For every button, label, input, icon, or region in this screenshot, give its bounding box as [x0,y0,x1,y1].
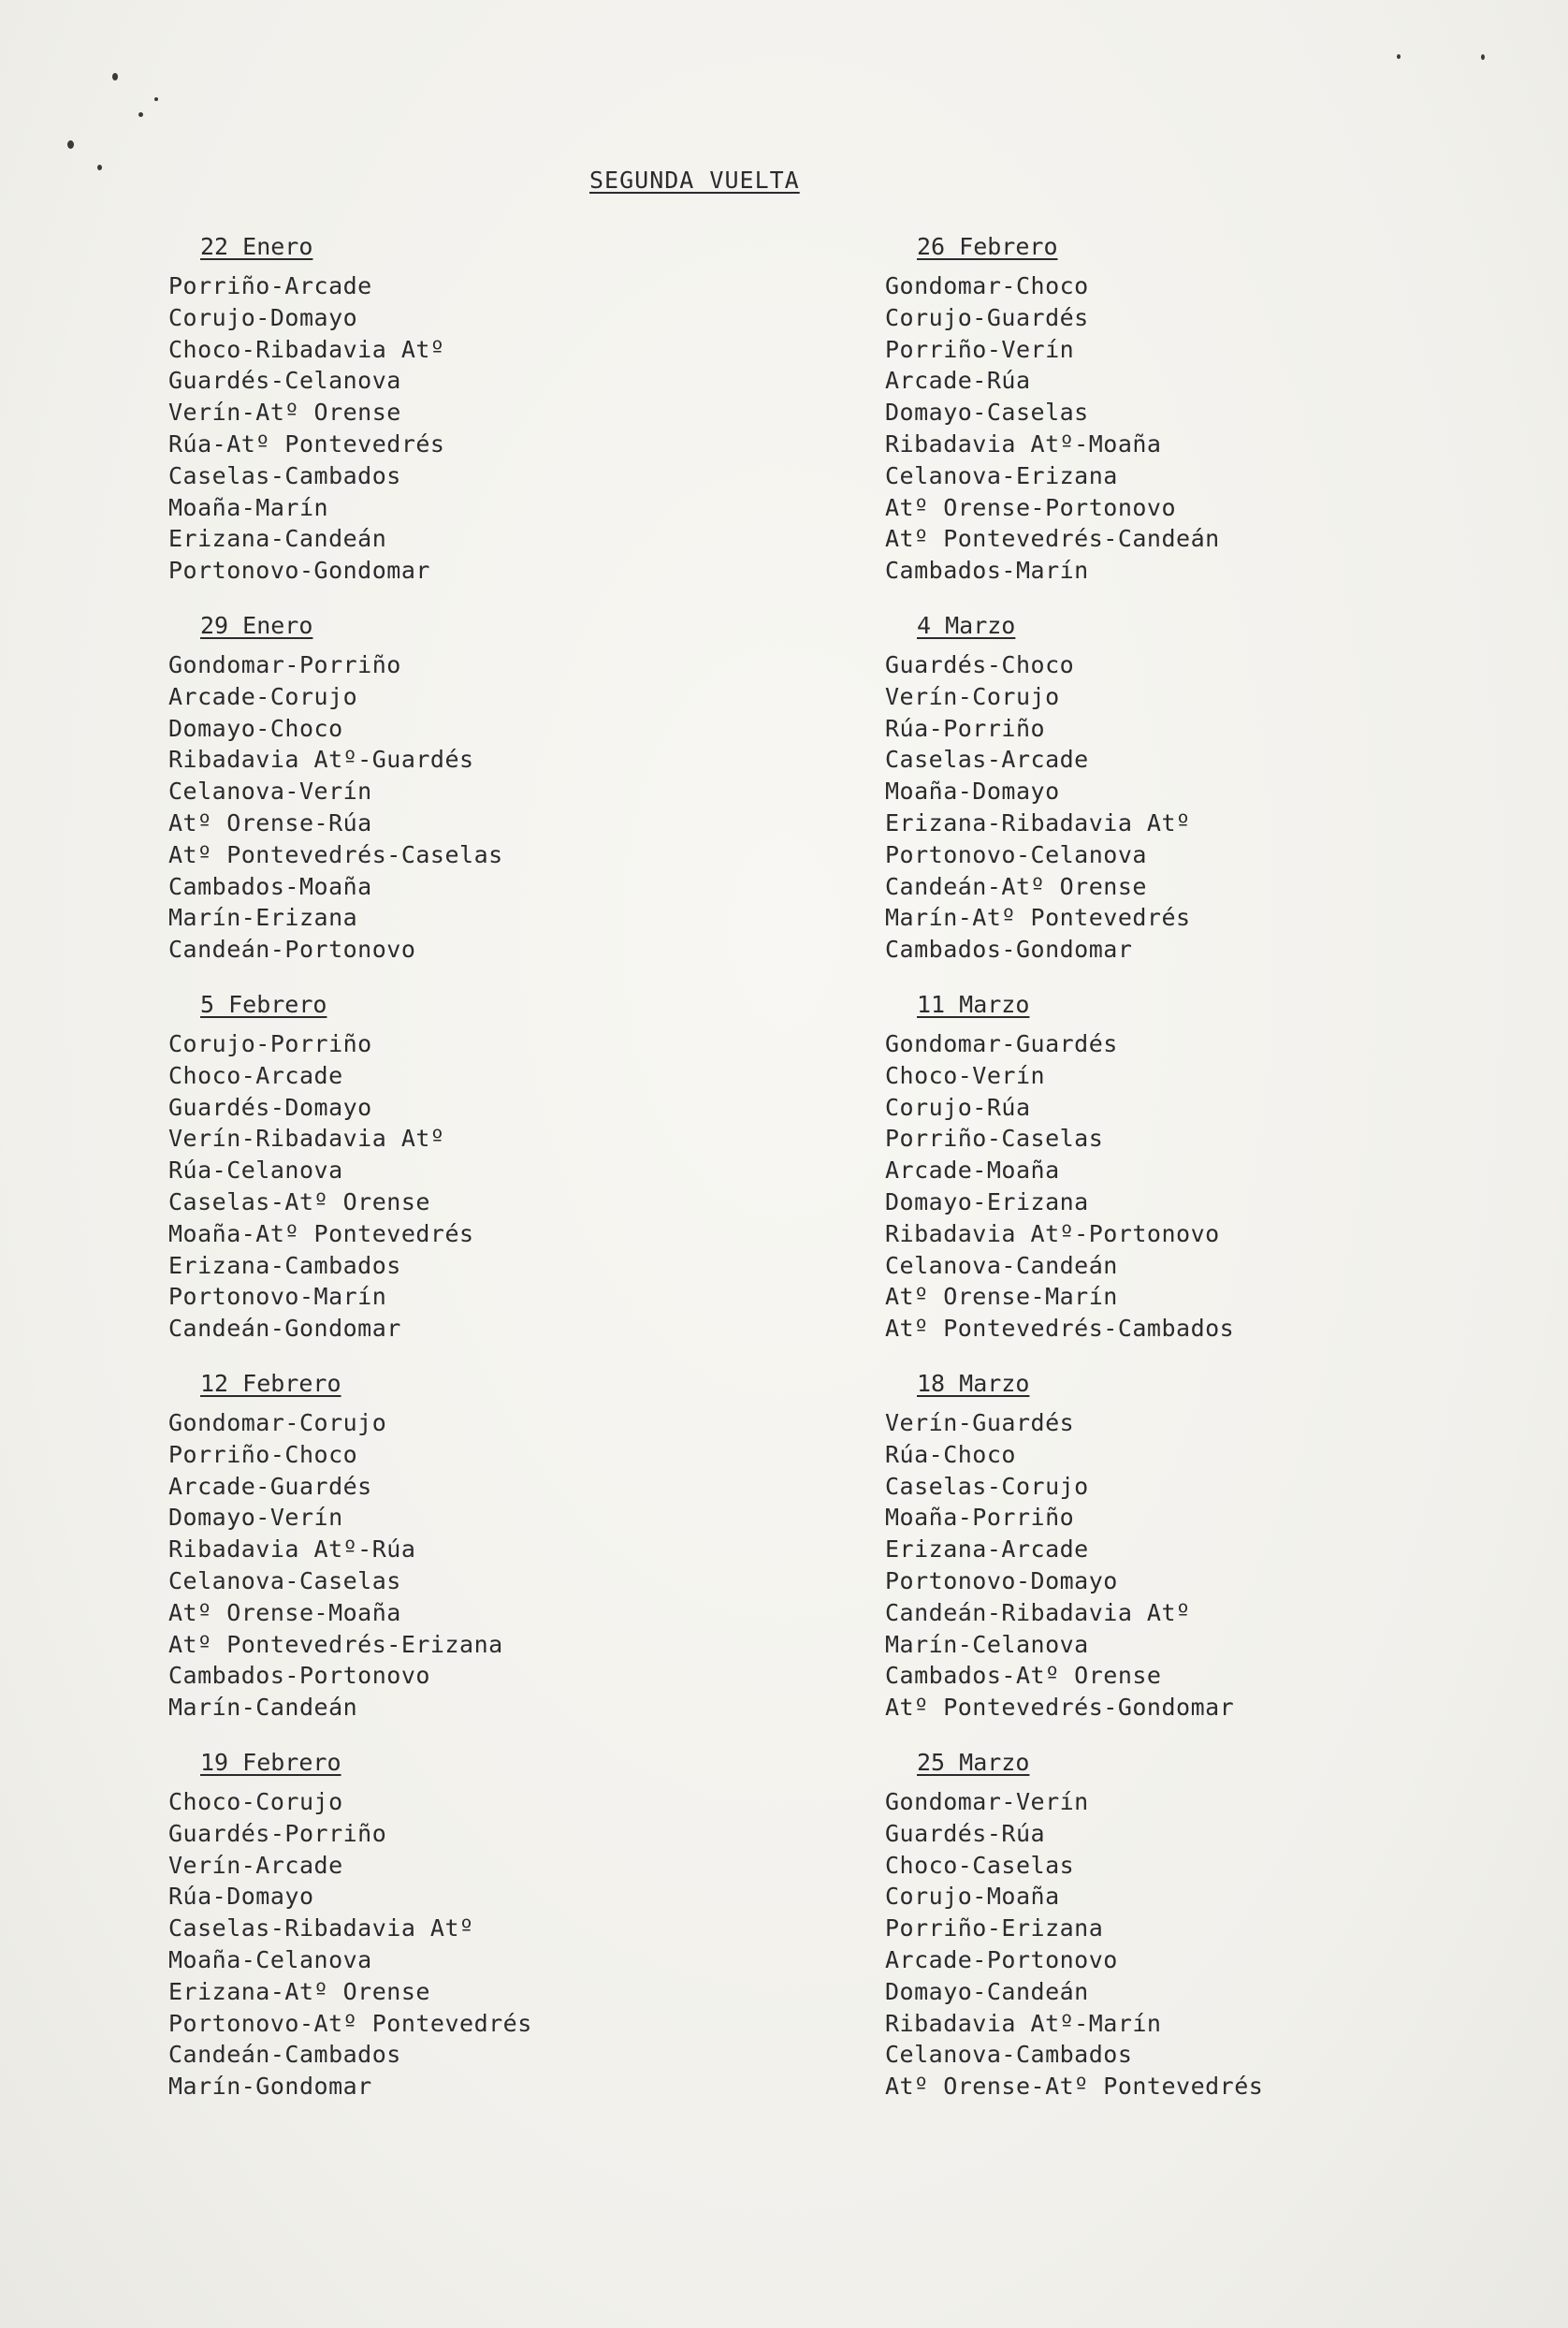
match-list [885,1786,1568,2102]
match-item: Domayo-Choco [168,714,343,742]
round-date: 5 Febrero [200,991,327,1018]
match-item: Rúa-Atº Pontevedrés [168,429,445,458]
match-list [168,1786,898,2102]
match-item: Cambados-Atº Orense [885,1662,1162,1690]
ink-speck [138,112,143,117]
round-section [168,989,898,1368]
match-item: Gondomar-Porriño [168,651,401,678]
match-item: Caselas-Arcade [885,746,1089,774]
match-item: Choco-Caselas [885,1851,1075,1879]
match-item: Gondomar-Guardés [885,1030,1118,1057]
match-item: Atº Pontevedrés-Gondomar [885,1694,1235,1722]
round-date: 22 Enero [200,233,313,260]
match-item: Cambados-Marín [885,557,1089,585]
match-item: Corujo-Guardés [885,303,1089,331]
match-item: Moaña-Porriño [885,1504,1075,1532]
match-list [885,1407,1568,1724]
ink-speck [154,97,158,101]
match-item: Atº Orense-Portonovo [885,493,1177,521]
match-item: Erizana-Ribadavia Atº [885,808,1191,837]
match-item: Porriño-Verín [885,335,1075,363]
match-item: Ribadavia Atº-Marín [885,2009,1162,2037]
match-item: Celanova-Cambados [885,2041,1133,2069]
ink-speck [1397,54,1401,59]
match-item: Guardés-Porriño [168,1819,387,1847]
match-item: Rúa-Choco [885,1440,1016,1468]
match-item: Moaña-Celanova [168,1945,372,1973]
round-section [885,231,1568,610]
match-item: Domayo-Candeán [885,1977,1089,2005]
match-item: Candeán-Gondomar [168,1315,401,1343]
match-item: Marín-Erizana [168,904,358,932]
round-section [168,1368,898,1747]
round-date: 12 Febrero [200,1370,341,1397]
match-item: Arcade-Corujo [168,682,358,710]
match-item: Atº Pontevedrés-Caselas [168,840,503,868]
round-section [885,610,1568,989]
round-date: 19 Febrero [200,1749,341,1776]
match-item: Portonovo-Marín [168,1283,387,1311]
ink-speck [112,73,118,80]
match-item: Guardés-Domayo [168,1093,372,1121]
round-date: 11 Marzo [917,991,1030,1018]
match-item: Caselas-Corujo [885,1472,1089,1500]
match-item: Celanova-Candeán [885,1251,1118,1279]
match-item: Gondomar-Verín [885,1788,1089,1815]
match-item: Celanova-Caselas [168,1566,401,1594]
match-item: Atº Orense-Rúa [168,808,372,837]
match-item: Caselas-Cambados [168,461,401,489]
match-item: Gondomar-Corujo [168,1409,387,1436]
match-item: Arcade-Moaña [885,1157,1060,1185]
match-item: Portonovo-Celanova [885,840,1147,868]
match-item: Candeán-Atº Orense [885,872,1147,900]
match-item: Corujo-Moaña [885,1883,1060,1911]
left-column [168,231,898,2126]
match-item: Moaña-Marín [168,493,329,521]
match-list [168,1028,898,1345]
match-item: Erizana-Atº Orense [168,1977,430,2005]
match-item: Corujo-Porriño [168,1030,372,1057]
match-item: Ribadavia Atº-Portonovo [885,1219,1220,1247]
match-item: Arcade-Portonovo [885,1945,1118,1973]
match-item: Caselas-Atº Orense [168,1187,430,1215]
round-date: 29 Enero [200,612,313,639]
match-item: Porriño-Erizana [885,1914,1104,1942]
match-item: Marín-Atº Pontevedrés [885,904,1191,932]
match-item: Celanova-Verín [168,778,372,806]
match-item: Marín-Candeán [168,1694,358,1722]
match-item: Moaña-Domayo [885,778,1060,806]
ink-speck [97,165,102,170]
match-item: Atº Pontevedrés-Cambados [885,1315,1235,1343]
match-item: Candeán-Portonovo [168,936,416,964]
match-item: Porriño-Caselas [885,1125,1104,1153]
match-item: Rúa-Domayo [168,1883,314,1911]
match-item: Domayo-Verín [168,1504,343,1532]
round-section [168,610,898,989]
round-section [168,231,898,610]
match-item: Verín-Arcade [168,1851,343,1879]
match-item: Verín-Ribadavia Atº [168,1125,445,1153]
match-item: Choco-Arcade [168,1061,343,1089]
match-item: Choco-Corujo [168,1788,343,1815]
match-item: Domayo-Caselas [885,399,1089,427]
match-item: Porriño-Choco [168,1440,358,1468]
match-item: Ribadavia Atº-Rúa [168,1535,416,1564]
match-item: Atº Orense-Atº Pontevedrés [885,2073,1264,2101]
match-item: Choco-Verín [885,1061,1046,1089]
round-date: 26 Febrero [917,233,1058,260]
round-date: 4 Marzo [917,612,1016,639]
round-section [885,1368,1568,1747]
match-item: Verín-Atº Orense [168,399,401,427]
match-item: Marín-Gondomar [168,2073,372,2101]
match-item: Rúa-Porriño [885,714,1046,742]
match-item: Caselas-Ribadavia Atº [168,1914,474,1942]
match-item: Marín-Celanova [885,1630,1089,1658]
match-item: Candeán-Ribadavia Atº [885,1598,1191,1626]
match-item: Guardés-Choco [885,651,1075,678]
match-item: Choco-Ribadavia Atº [168,335,445,363]
match-item: Arcade-Guardés [168,1472,372,1500]
match-item: Erizana-Cambados [168,1251,401,1279]
round-section [168,1747,898,2126]
match-item: Cambados-Gondomar [885,936,1133,964]
match-item: Erizana-Arcade [885,1535,1089,1564]
match-list [885,1028,1568,1345]
match-list [168,1407,898,1724]
round-section [885,1747,1568,2126]
match-item: Guardés-Rúa [885,1819,1046,1847]
match-item: Gondomar-Choco [885,272,1089,299]
match-item: Cambados-Moaña [168,872,372,900]
match-item: Guardés-Celanova [168,367,401,395]
right-column [885,231,1568,2126]
match-item: Domayo-Erizana [885,1187,1089,1215]
match-item: Verín-Guardés [885,1409,1075,1436]
match-item: Portonovo-Domayo [885,1566,1118,1594]
match-item: Portonovo-Atº Pontevedrés [168,2009,532,2037]
match-item: Ribadavia Atº-Guardés [168,746,474,774]
ink-speck [67,140,74,149]
match-list [168,649,898,966]
match-item: Porriño-Arcade [168,272,372,299]
match-item: Erizana-Candeán [168,525,387,553]
round-date: 25 Marzo [917,1749,1030,1776]
match-item: Portonovo-Gondomar [168,557,430,585]
match-item: Atº Pontevedrés-Erizana [168,1630,503,1658]
ink-speck [1481,54,1485,60]
match-item: Rúa-Celanova [168,1157,343,1185]
match-list [885,649,1568,966]
document-title: SEGUNDA VUELTA [589,167,800,194]
match-list [168,270,898,587]
match-item: Celanova-Erizana [885,461,1118,489]
match-item: Moaña-Atº Pontevedrés [168,1219,474,1247]
round-date: 18 Marzo [917,1370,1030,1397]
match-item: Atº Pontevedrés-Candeán [885,525,1220,553]
round-section [885,989,1568,1368]
match-list [885,270,1568,587]
match-item: Atº Orense-Moaña [168,1598,401,1626]
match-item: Arcade-Rúa [885,367,1031,395]
match-item: Cambados-Portonovo [168,1662,430,1690]
match-item: Verín-Corujo [885,682,1060,710]
match-item: Corujo-Rúa [885,1093,1031,1121]
match-item: Candeán-Cambados [168,2041,401,2069]
match-item: Ribadavia Atº-Moaña [885,429,1162,458]
match-item: Corujo-Domayo [168,303,358,331]
match-item: Atº Orense-Marín [885,1283,1118,1311]
